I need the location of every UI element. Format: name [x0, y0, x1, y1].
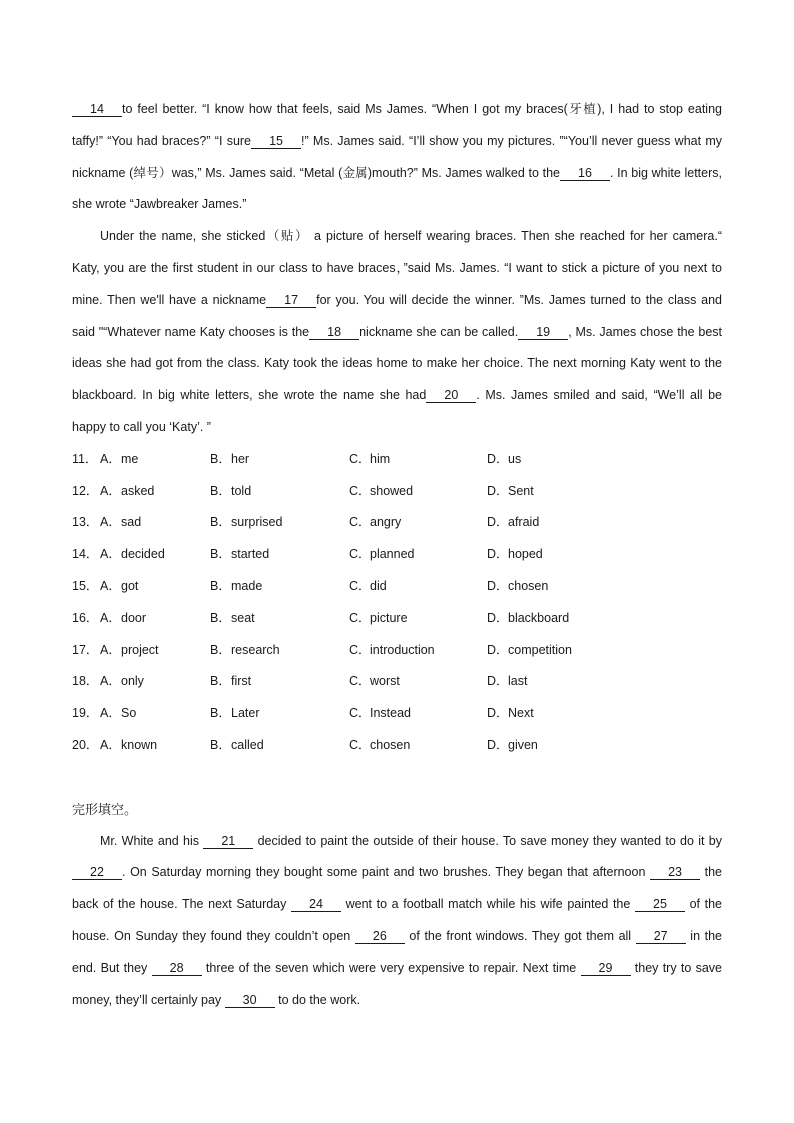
- option-text: picture: [370, 610, 408, 625]
- option-letter: C．: [349, 610, 371, 625]
- answer-option: [349, 635, 487, 667]
- option-text: angry: [370, 515, 402, 530]
- answer-option: [349, 666, 487, 698]
- option-letter: B．: [210, 642, 231, 657]
- question-number: 16．: [72, 610, 99, 625]
- passage-one-paragraph: [72, 94, 722, 221]
- passage-text: . In big white letters, she wrote “Jawbreaker James.”: [72, 165, 722, 212]
- option-text: made: [231, 578, 263, 593]
- option-text: got: [121, 578, 139, 593]
- answer-option: [349, 730, 487, 762]
- question-number: 20．: [72, 737, 99, 752]
- option-letter: D．: [487, 547, 509, 562]
- option-letter: D．: [487, 451, 509, 466]
- option-text: chosen: [370, 737, 411, 752]
- option-text: project: [121, 642, 159, 657]
- option-letter: C．: [349, 483, 371, 498]
- option-text: him: [370, 451, 391, 466]
- option-letter: C．: [349, 737, 371, 752]
- option-text: showed: [370, 483, 414, 498]
- blank-16: 16: [560, 166, 610, 181]
- option-text: chosen: [508, 578, 549, 593]
- option-text: only: [121, 674, 144, 689]
- option-letter: A．: [100, 706, 121, 721]
- passage-text: . Ms. James smiled and said, “We’ll all be happy to call you ‘Katy’. ”: [72, 388, 722, 434]
- passage-text: Mr. White and his: [100, 833, 204, 848]
- answer-option: [210, 603, 349, 635]
- question-row: [72, 635, 722, 667]
- answer-option: [100, 666, 210, 698]
- option-letter: B．: [210, 737, 231, 752]
- answer-option: [349, 476, 487, 508]
- answer-option: [210, 476, 349, 508]
- passage-text: for you. You will decide the winner. ”Ms. James turned to the class and said "“Whatever name Katy chooses is the: [72, 292, 722, 339]
- answer-option: [487, 635, 722, 667]
- answer-option: [210, 635, 349, 667]
- answer-option: [100, 444, 210, 476]
- blank-20: 20: [426, 388, 476, 403]
- answer-option: [349, 603, 487, 635]
- blank-18: 18: [309, 325, 359, 340]
- answer-option: [210, 666, 349, 698]
- option-letter: A．: [100, 642, 121, 657]
- answer-option: [349, 571, 487, 603]
- option-text: last: [508, 674, 528, 689]
- answer-option: [487, 698, 722, 730]
- option-letter: C．: [349, 642, 371, 657]
- option-letter: A．: [100, 515, 121, 530]
- answer-option: [349, 444, 487, 476]
- option-text: seat: [231, 610, 255, 625]
- blank-21: 21: [203, 834, 253, 849]
- question-number: 15．: [72, 578, 99, 593]
- option-letter: A．: [100, 610, 121, 625]
- question-number: 19．: [72, 706, 99, 721]
- question-row: [72, 507, 722, 539]
- option-letter: C．: [349, 451, 371, 466]
- answer-option: [487, 571, 722, 603]
- passage-text: . On Saturday morning they bought some paint and two brushes. They began that afternoon: [122, 865, 651, 880]
- option-letter: B．: [210, 451, 231, 466]
- option-text: us: [508, 451, 522, 466]
- blank-27: 27: [636, 929, 686, 944]
- question-number: 18．: [72, 674, 99, 689]
- option-letter: C．: [349, 706, 371, 721]
- passage-two-paragraph: [72, 826, 722, 1017]
- option-letter: B．: [210, 483, 231, 498]
- option-letter: B．: [210, 578, 231, 593]
- question-row: [72, 571, 722, 603]
- answer-option: [100, 635, 210, 667]
- question-number: 11．: [72, 451, 98, 466]
- option-text: her: [231, 451, 250, 466]
- section-heading: 完形填空。: [72, 801, 138, 817]
- option-text: door: [121, 610, 147, 625]
- option-letter: B．: [210, 706, 231, 721]
- passage-text: nickname she can be called.: [359, 324, 519, 339]
- answer-option: [487, 444, 722, 476]
- option-text: known: [121, 737, 158, 752]
- option-letter: A．: [100, 737, 121, 752]
- option-text: decided: [121, 547, 165, 562]
- answer-option: [100, 539, 210, 571]
- passage-two: [72, 826, 722, 1017]
- passage-text: decided to paint the outside of their house. To save money they wanted to do it by: [253, 833, 722, 848]
- blank-25: 25: [635, 897, 685, 912]
- passage-text: !” Ms. James said. “I’ll show you my pictures. ”“You’ll never guess what my nickname (绰号）was,” Ms. James said. “Metal (金属)mouth?” Ms. James walked to the: [72, 133, 722, 180]
- option-letter: D．: [487, 674, 509, 689]
- question-row: [72, 539, 722, 571]
- option-text: called: [231, 737, 264, 752]
- question-number: 17．: [72, 642, 99, 657]
- blank-14: 14: [72, 102, 122, 117]
- option-text: told: [231, 483, 252, 498]
- answer-option: [210, 571, 349, 603]
- option-letter: D．: [487, 610, 509, 625]
- passage-text: the back of the house. The next Saturday: [72, 865, 722, 912]
- option-text: worst: [370, 674, 400, 689]
- answer-option: [487, 539, 722, 571]
- option-letter: B．: [210, 515, 231, 530]
- option-text: did: [370, 578, 387, 593]
- option-text: Instead: [370, 706, 412, 721]
- option-text: given: [508, 737, 538, 752]
- passage-text: to do the work.: [274, 992, 361, 1007]
- option-text: competition: [508, 642, 572, 657]
- option-letter: D．: [487, 642, 509, 657]
- question-row: [72, 666, 722, 698]
- option-text: started: [231, 547, 270, 562]
- blank-28: 28: [152, 961, 202, 976]
- option-text: research: [231, 642, 280, 657]
- option-letter: A．: [100, 578, 121, 593]
- option-text: asked: [121, 483, 155, 498]
- blank-24: 24: [291, 897, 341, 912]
- option-letter: A．: [100, 674, 121, 689]
- answer-option: [100, 571, 210, 603]
- answer-option: [210, 507, 349, 539]
- option-text: introduction: [370, 642, 435, 657]
- passage-text: they try to save money, they’ll certainly pay: [72, 960, 723, 1007]
- option-letter: D．: [487, 706, 509, 721]
- passage-text: to feel better. “I know how that feels, said Ms James. “When I got my braces(牙植), I had to stop eating taffy!” “You had braces?” “I sure: [72, 102, 722, 148]
- question-number: 13．: [72, 515, 99, 530]
- option-letter: A．: [100, 547, 121, 562]
- question-row: [72, 603, 722, 635]
- option-letter: D．: [487, 578, 509, 593]
- option-letter: A．: [100, 483, 121, 498]
- option-text: afraid: [508, 515, 540, 530]
- answer-option: [210, 444, 349, 476]
- question-row: [72, 444, 722, 476]
- blank-19: 19: [518, 325, 568, 340]
- passage-one-paragraph: [72, 221, 722, 444]
- answer-option: [487, 507, 722, 539]
- answer-option: [487, 603, 722, 635]
- blank-17: 17: [266, 293, 316, 308]
- blank-22: 22: [72, 865, 122, 880]
- option-text: hoped: [508, 547, 543, 562]
- blank-30: 30: [225, 993, 275, 1008]
- answer-option: [487, 666, 722, 698]
- option-letter: B．: [210, 547, 231, 562]
- option-text: surprised: [231, 515, 283, 530]
- answer-option: [100, 507, 210, 539]
- blank-23: 23: [650, 865, 700, 880]
- answer-option: [210, 698, 349, 730]
- answer-option: [100, 698, 210, 730]
- option-letter: B．: [210, 610, 231, 625]
- passage-text: Under the name, she sticked（贴） a picture of herself wearing braces. Then she reached for her camera.“ Katy, you are the first student in our class to have braces，”said Ms. James. “I want to stick a picture of you next to mine. Then we'll have a nickname: [72, 229, 722, 307]
- option-letter: B．: [210, 674, 231, 689]
- option-letter: D．: [487, 515, 509, 530]
- option-text: Later: [231, 706, 260, 721]
- answer-option: [349, 698, 487, 730]
- option-text: Sent: [508, 483, 534, 498]
- answer-option: [100, 603, 210, 635]
- option-text: planned: [370, 547, 415, 562]
- option-text: blackboard: [508, 610, 570, 625]
- blank-15: 15: [251, 134, 301, 149]
- answer-option: [100, 730, 210, 762]
- option-letter: C．: [349, 674, 371, 689]
- passage-text: of the house. On Sunday they found they couldn’t open: [72, 897, 722, 943]
- question-options-list: [72, 444, 722, 762]
- answer-option: [210, 730, 349, 762]
- passage-text: three of the seven which were very expensive to repair. Next time: [201, 960, 581, 975]
- passage-text: in the end. But they: [72, 928, 722, 975]
- option-text: So: [121, 706, 137, 721]
- answer-option: [349, 539, 487, 571]
- passage-text: , Ms. James chose the best ideas she had got from the class. Katy took the ideas home to make her choice. The next morning Katy went to the blackboard. In big white letters, she wrote the name she had: [72, 324, 723, 403]
- answer-option: [100, 476, 210, 508]
- answer-option: [210, 539, 349, 571]
- option-letter: C．: [349, 515, 371, 530]
- option-letter: D．: [487, 737, 509, 752]
- option-letter: C．: [349, 547, 371, 562]
- question-number: 12．: [72, 483, 99, 498]
- answer-option: [487, 476, 722, 508]
- option-text: Next: [508, 706, 534, 721]
- option-text: first: [231, 674, 252, 689]
- passage-one: [72, 94, 722, 444]
- answer-option: [487, 730, 722, 762]
- question-number: 14．: [72, 547, 99, 562]
- option-letter: A．: [100, 451, 121, 466]
- option-text: sad: [121, 515, 142, 530]
- answer-option: [349, 507, 487, 539]
- question-row: [72, 476, 722, 508]
- option-letter: C．: [349, 578, 371, 593]
- blank-26: 26: [355, 929, 405, 944]
- question-row: [72, 698, 722, 730]
- blank-29: 29: [581, 961, 631, 976]
- passage-text: of the front windows. They got them all: [404, 928, 636, 943]
- passage-text: went to a football match while his wife painted the: [341, 897, 635, 912]
- option-letter: D．: [487, 483, 509, 498]
- question-row: [72, 730, 722, 762]
- option-text: me: [121, 451, 139, 466]
